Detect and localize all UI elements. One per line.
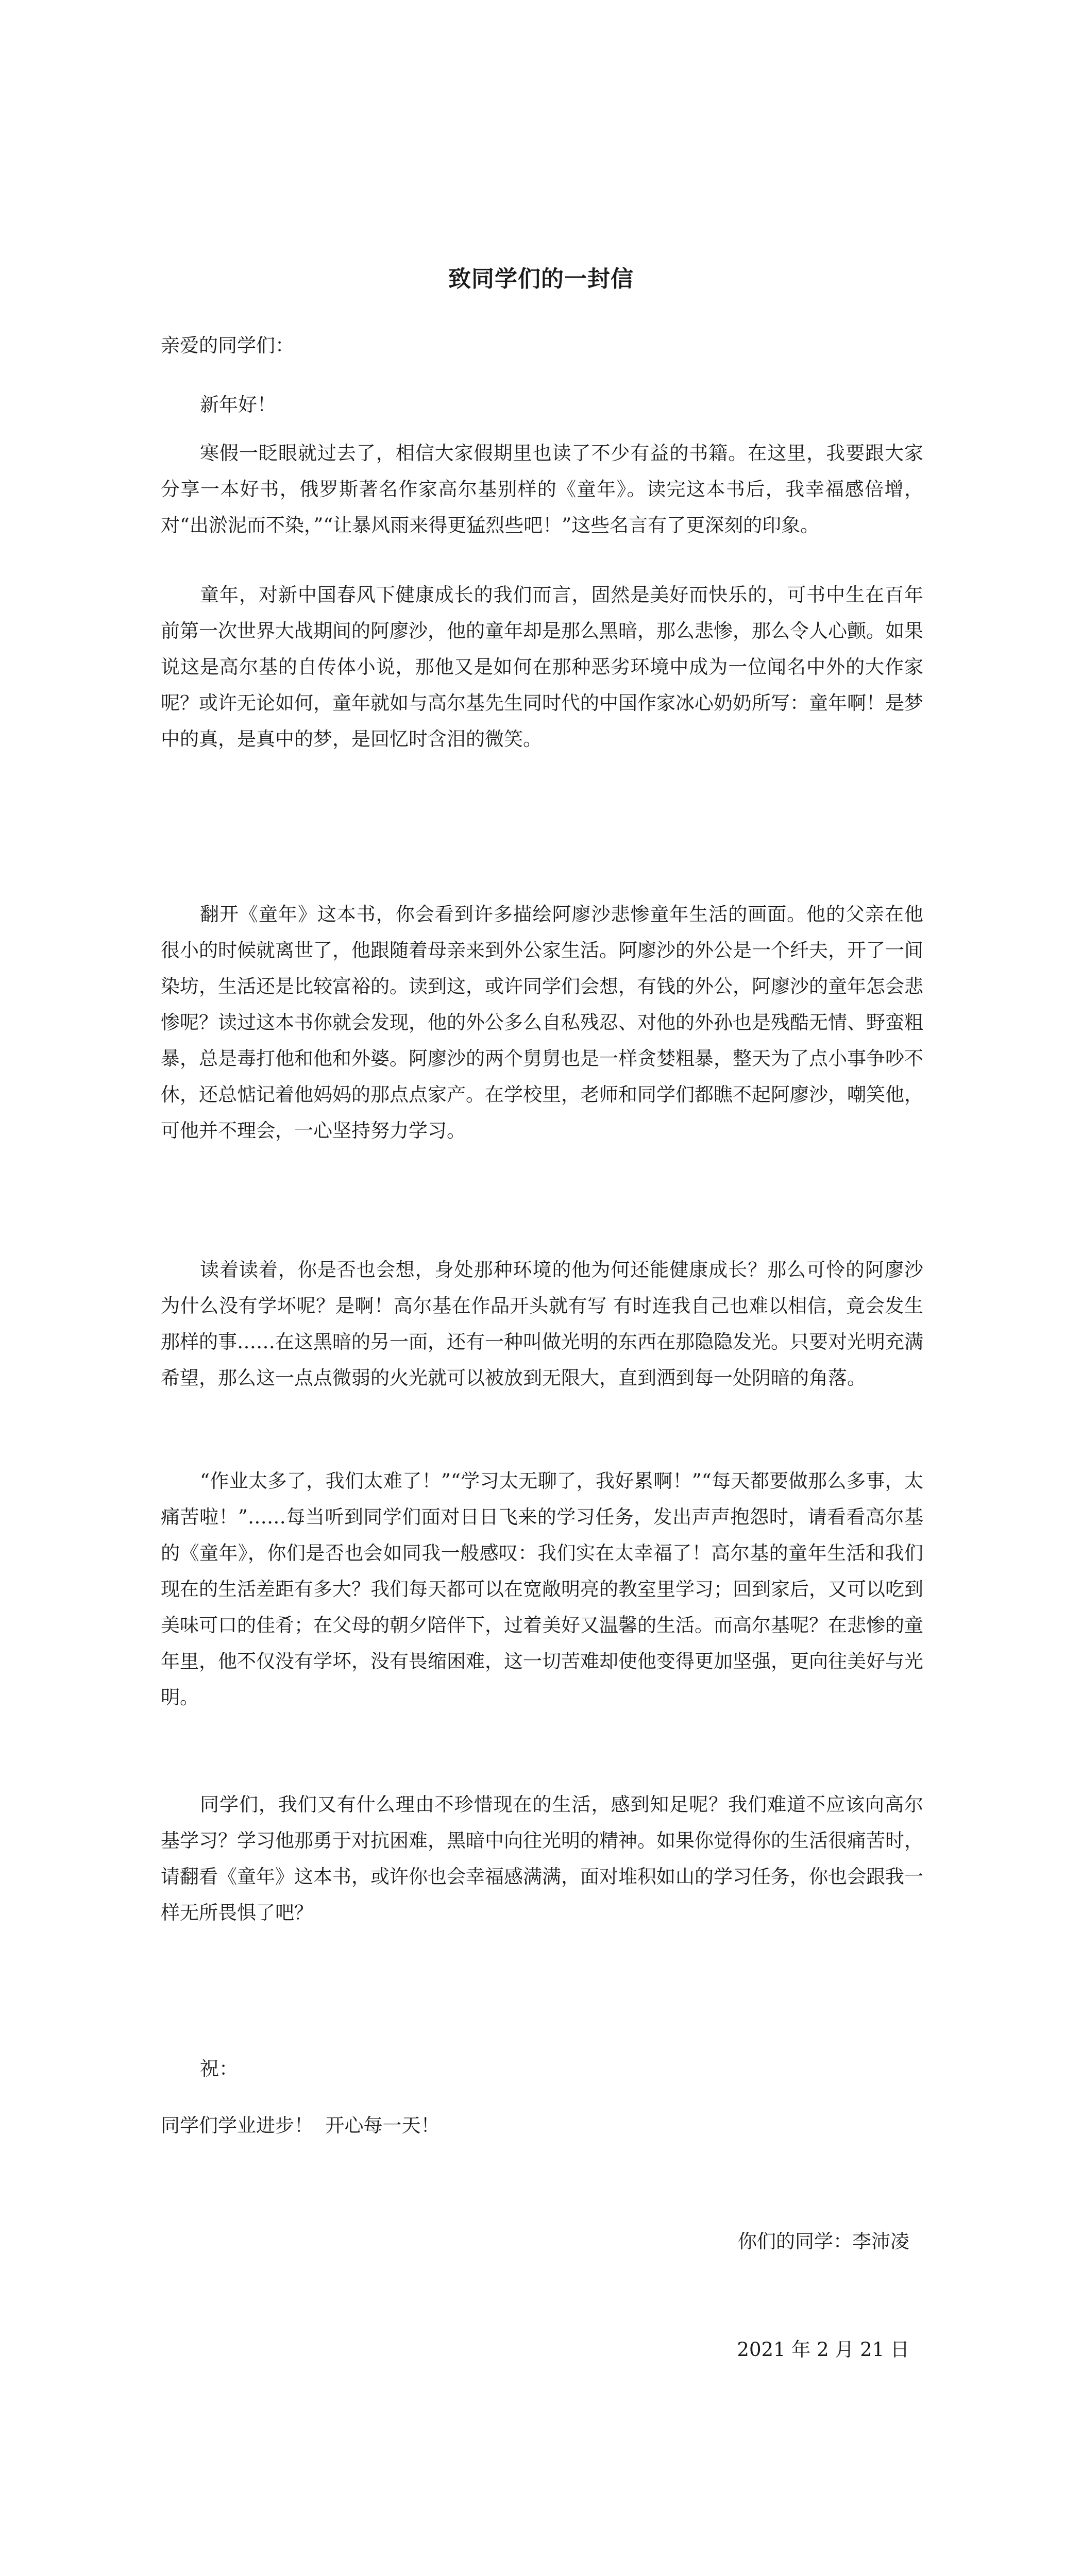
paragraph-5: “作业太多了，我们太难了！”“学习太无聊了，我好累啊！”“每天都要做那么多事，太痛苦啦！”……每当听到同学们面对日日飞来的学习任务，发出声声抱怨时，请看看高尔基的《童年》，你们是否也会如同我一般感叹：我们实在太幸福了！高尔基的童年生活和我们现在的生活差距有多大？我们每天都可以在宽敞明亮的教室里学习；回到家后，又可以吃到美味可口的佳肴；在父母的朝夕陪伴下，过着美好又温馨的生活。而高尔基呢？在悲惨的童年里，他不仅没有学坏，没有畏缩困难，这一切苦难却使他变得更加坚强，更向往美好与光明。 xyxy=(161,1470,923,1708)
paragraph-4: 读着读着，你是否也会想，身处那种环境的他为何还能健康成长？那么可怜的阿廖沙为什么没有学坏呢？是啊！高尔基在作品开头就有写 有时连我自己也难以相信，竟会发生那样的事……在这黑暗的另一面，还有一种叫做光明的东西在那隐隐发光。只要对光明充满希望，那么这一点点微弱的火光就可以被放到无限大，直到洒到每一处阴暗的角落。 xyxy=(161,1259,923,1389)
wish: 同学们学业进步！ 开心每一天！ xyxy=(161,2114,440,2137)
date: 2021 年 2 月 21 日 xyxy=(737,2338,909,2361)
letter-title: 致同学们的一封信 xyxy=(448,266,634,292)
signature: 你们的同学：李沛凌 xyxy=(738,2230,909,2252)
greeting: 新年好！ xyxy=(200,394,276,416)
paragraph-2: 童年，对新中国春风下健康成长的我们而言，固然是美好而快乐的，可书中生在百年前第一次世界大战期间的阿廖沙，他的童年却是那么黑暗，那么悲惨，那么令人心颤。如果说这是高尔基的自传体小说，那他又是如何在那种恶劣环境中成为一位闻名中外的大作家呢？或许无论如何，童年就如与高尔基先生同时代的中国作家冰心奶奶所写：童年啊！是梦中的真，是真中的梦，是回忆时含泪的微笑。 xyxy=(161,584,923,750)
paragraph-3: 翻开《童年》这本书，你会看到许多描绘阿廖沙悲惨童年生活的画面。他的父亲在他很小的时候就离世了，他跟随着母亲来到外公家生活。阿廖沙的外公是一个纤夫，开了一间染坊，生活还是比较富裕的。读到这，或许同学们会想，有钱的外公，阿廖沙的童年怎会悲惨呢？读过这本书你就会发现，他的外公多么自私残忍、对他的外孙也是残酷无情、野蛮粗暴，总是毒打他和他和外婆。阿廖沙的两个舅舅也是一样贪婪粗暴，整天为了点小事争吵不休，还总惦记着他妈妈的那点点家产。在学校里，老师和同学们都瞧不起阿廖沙，嘲笑他，可他并不理会，一心坚持努力学习。 xyxy=(161,903,923,1142)
closing: 祝： xyxy=(200,2058,238,2080)
salutation: 亲爱的同学们： xyxy=(161,334,294,357)
paragraph-1: 寒假一眨眼就过去了，相信大家假期里也读了不少有益的书籍。在这里，我要跟大家分享一本好书，俄罗斯著名作家高尔基别样的《童年》。读完这本书后，我幸福感倍增，对“出淤泥而不染，”“让暴风雨来得更猛烈些吧！”这些名言有了更深刻的印象。 xyxy=(161,442,923,536)
paragraph-6: 同学们，我们又有什么理由不珍惜现在的生活，感到知足呢？我们难道不应该向高尔基学习？学习他那勇于对抗困难，黑暗中向往光明的精神。如果你觉得你的生活很痛苦时，请翻看《童年》这本书，或许你也会幸福感满满，面对堆积如山的学习任务，你也会跟我一样无所畏惧了吧？ xyxy=(161,1793,923,1924)
